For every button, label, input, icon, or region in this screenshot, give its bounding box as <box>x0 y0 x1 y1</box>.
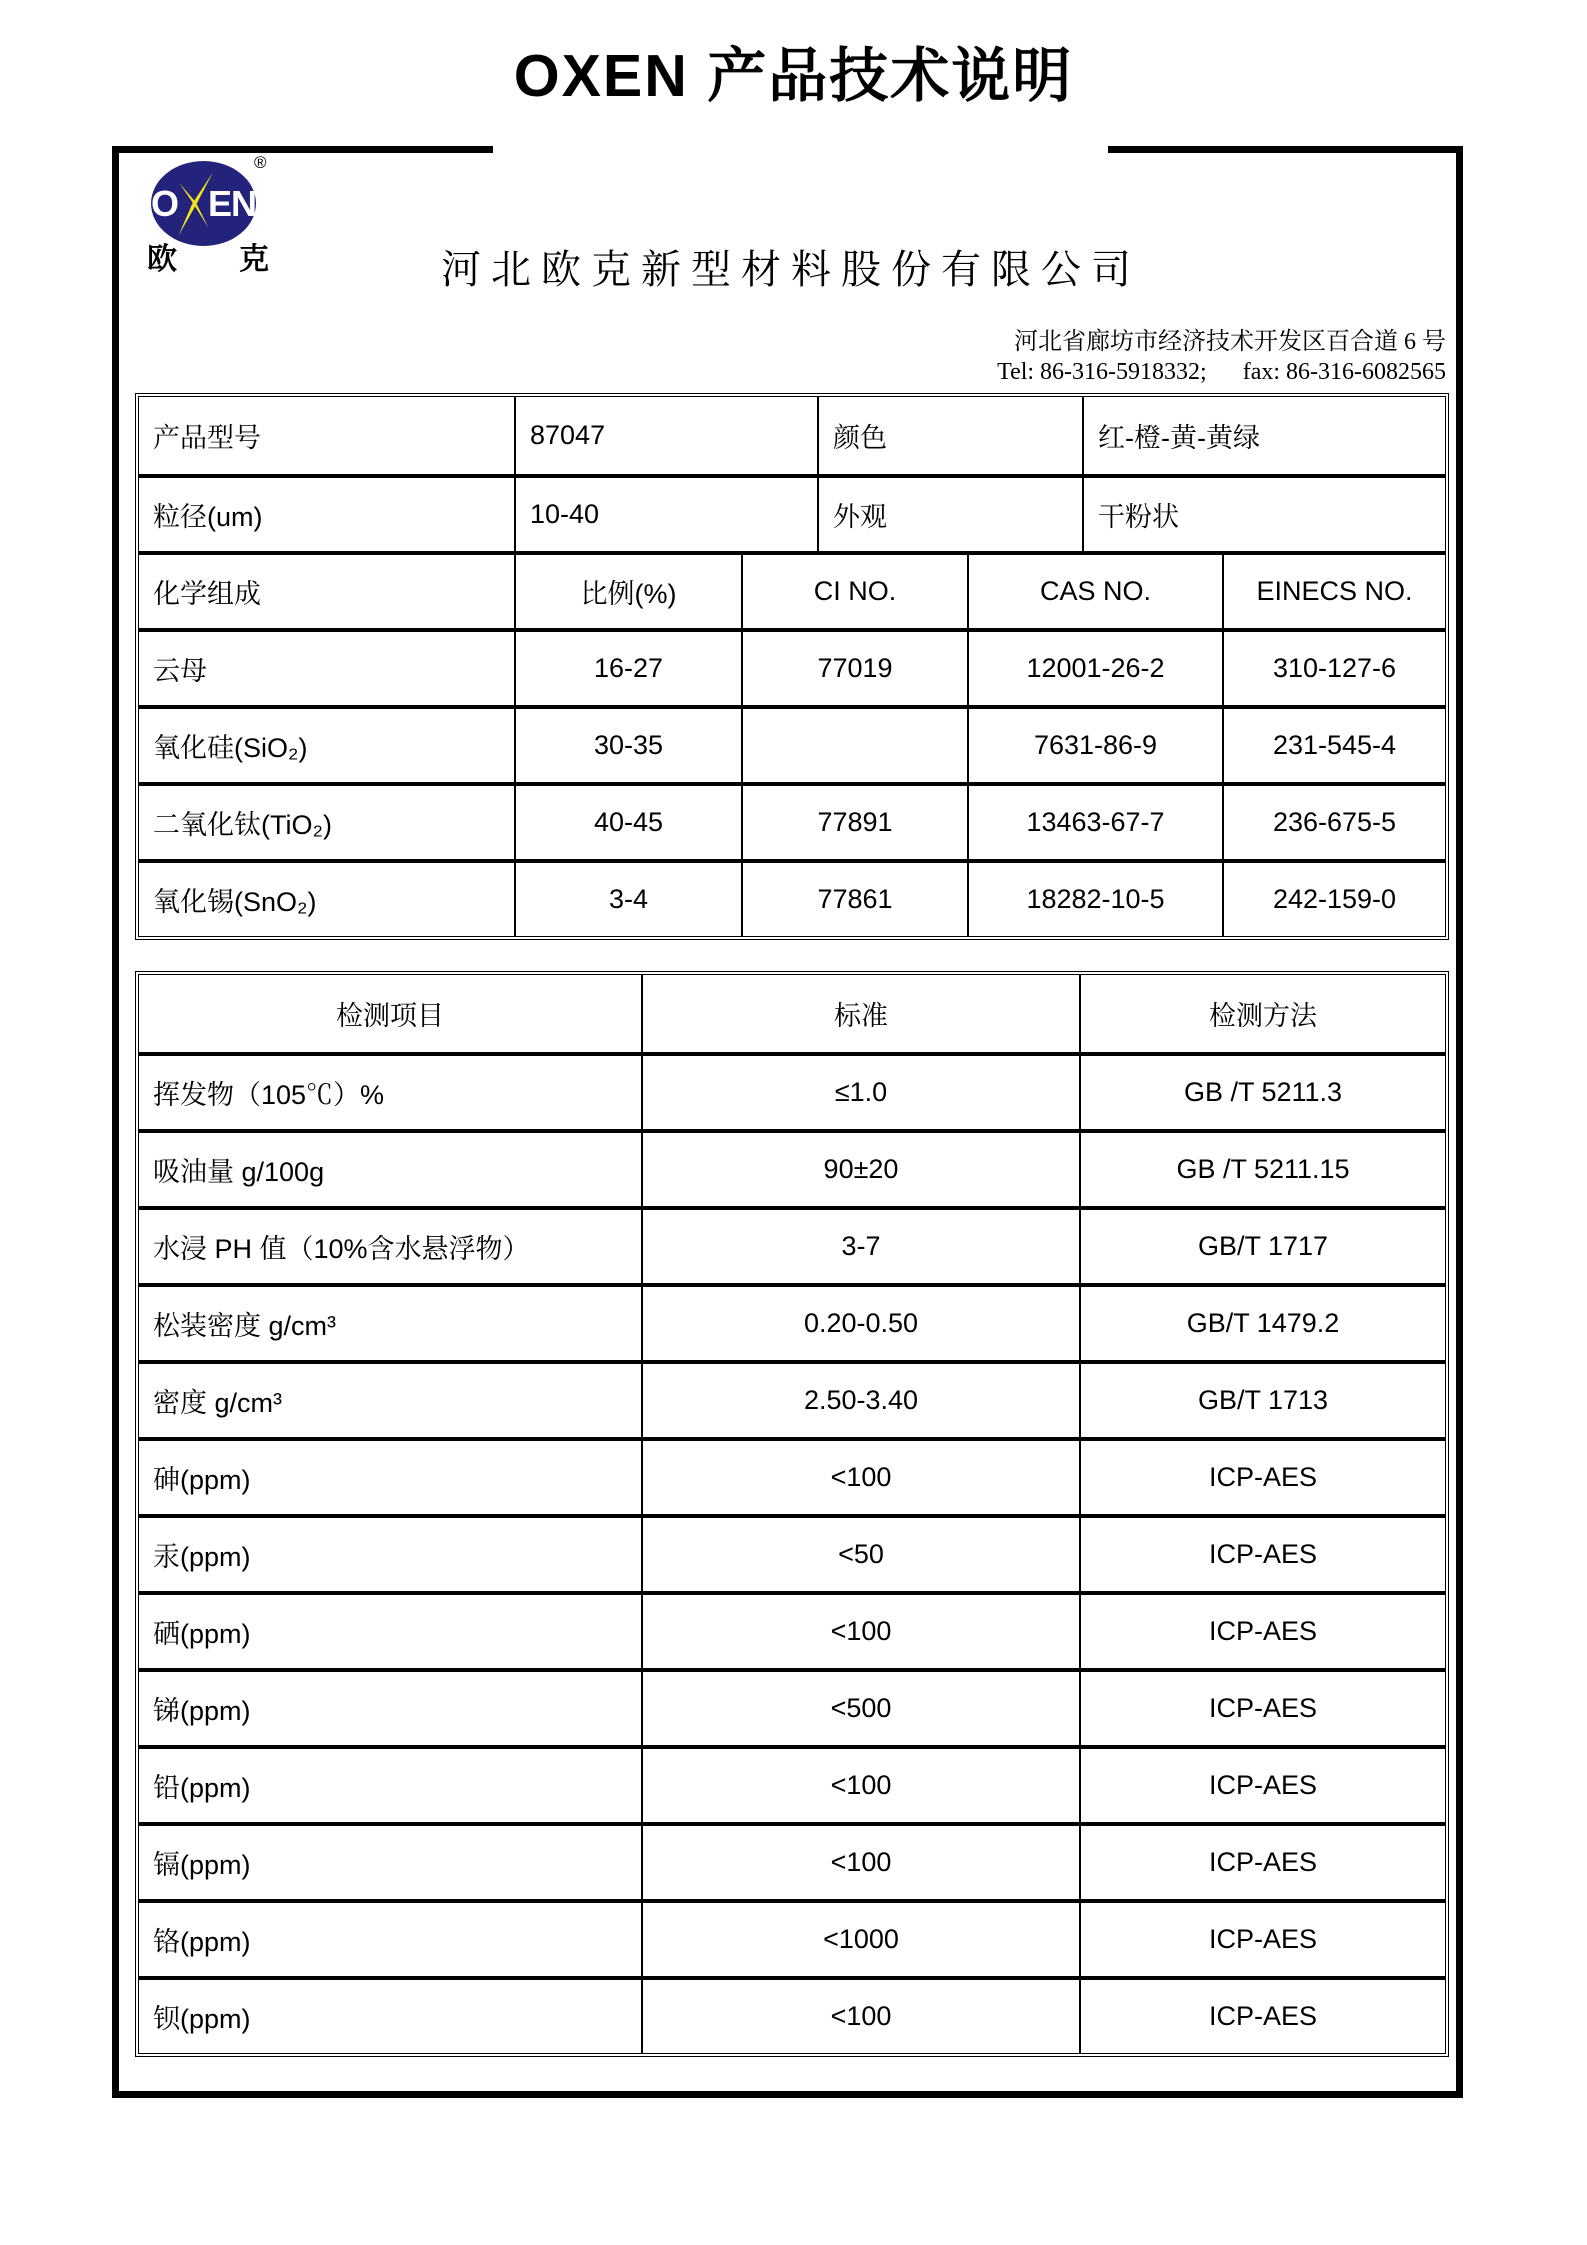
product-info-cell: 产品型号 <box>153 423 261 453</box>
registered-trademark-icon: ® <box>254 153 267 172</box>
test-cell: <50 <box>641 1514 1079 1591</box>
test-cell: GB/T 1717 <box>1079 1206 1445 1283</box>
test-cell: 铅(ppm) <box>139 1745 641 1822</box>
composition-grid <box>139 551 1445 936</box>
test-cell: ICP-AES <box>1079 1822 1445 1899</box>
test-cell: ICP-AES <box>1079 1668 1445 1745</box>
test-cell: 0.20-0.50 <box>641 1283 1079 1360</box>
test-results-table <box>135 971 1449 2057</box>
test-cell: GB /T 5211.3 <box>1079 1052 1445 1129</box>
composition-cell: 16-27 <box>514 628 741 705</box>
company-address: 河北省廊坊市经济技术开发区百合道 6 号 <box>1014 329 1446 355</box>
composition-cell: 7631-86-9 <box>967 705 1222 782</box>
composition-cell: EINECS NO. <box>1222 551 1445 628</box>
company-name: 河北欧克新型材料股份有限公司 <box>441 247 1141 292</box>
test-cell: <1000 <box>641 1899 1079 1976</box>
test-cell: ICP-AES <box>1079 1591 1445 1668</box>
composition-cell: 3-4 <box>514 859 741 936</box>
test-cell: 标准 <box>641 975 1079 1052</box>
test-cell: 检测项目 <box>336 1001 444 1031</box>
company-logo <box>151 161 256 246</box>
composition-cell: 二氧化钛(TiO₂) <box>139 782 514 859</box>
product-info-cell: 干粉状 <box>1082 474 1445 551</box>
company-contact: Tel: 86-316-5918332; fax: 86-316-6082565 <box>997 359 1446 385</box>
composition-cell: 化学组成 <box>139 551 514 628</box>
test-cell: <100 <box>641 1591 1079 1668</box>
x-star-icon <box>173 171 213 237</box>
composition-cell: 40-45 <box>514 782 741 859</box>
test-cell: GB/T 1713 <box>1079 1360 1445 1437</box>
test-cell: 3-7 <box>641 1206 1079 1283</box>
product-info-cell: 外观 <box>817 474 1082 551</box>
logo-cn-left: 欧 <box>147 243 177 276</box>
test-cell: ICP-AES <box>1079 1437 1445 1514</box>
test-cell: GB /T 5211.15 <box>1079 1129 1445 1206</box>
test-grid <box>139 975 1445 2053</box>
product-spec-table <box>135 393 1449 940</box>
composition-cell: 231-545-4 <box>1222 705 1445 782</box>
company-address-block <box>997 327 1446 387</box>
page-title: OXEN 产品技术说明 <box>513 43 1074 109</box>
test-cell: 汞(ppm) <box>139 1514 641 1591</box>
product-info-cell: 87047 <box>514 397 817 474</box>
composition-cell: 氧化锡(SnO₂) <box>139 859 514 936</box>
test-cell: 2.50-3.40 <box>641 1360 1079 1437</box>
test-cell: 镉(ppm) <box>139 1822 641 1899</box>
test-cell: 松装密度 g/cm³ <box>139 1283 641 1360</box>
product-info-cell: 粒径(um) <box>139 474 514 551</box>
composition-cell: 242-159-0 <box>1222 859 1445 936</box>
composition-cell: 比例(%) <box>514 551 741 628</box>
product-info-cell: 颜色 <box>817 397 1082 474</box>
composition-cell: CI NO. <box>741 551 967 628</box>
test-cell: 90±20 <box>641 1129 1079 1206</box>
test-cell: 挥发物（105℃）% <box>139 1052 641 1129</box>
product-info-cell: 红-橙-黄-黄绿 <box>1082 397 1445 474</box>
test-cell: 锑(ppm) <box>139 1668 641 1745</box>
test-cell: 钡(ppm) <box>139 1976 641 2053</box>
test-cell: GB/T 1479.2 <box>1079 1283 1445 1360</box>
test-cell: <100 <box>641 1822 1079 1899</box>
composition-cell: 云母 <box>139 628 514 705</box>
composition-cell: 18282-10-5 <box>967 859 1222 936</box>
test-cell: 检测方法 <box>1079 975 1445 1052</box>
composition-cell: 30-35 <box>514 705 741 782</box>
composition-cell: 236-675-5 <box>1222 782 1445 859</box>
test-cell: 水浸 PH 值（10%含水悬浮物） <box>139 1206 641 1283</box>
test-cell: <100 <box>641 1745 1079 1822</box>
test-cell: 铬(ppm) <box>139 1899 641 1976</box>
test-cell: ICP-AES <box>1079 1976 1445 2053</box>
test-cell: <100 <box>641 1437 1079 1514</box>
composition-cell <box>741 705 967 782</box>
logo-chinese-name <box>147 243 269 276</box>
test-cell: 硒(ppm) <box>139 1591 641 1668</box>
test-cell: 密度 g/cm³ <box>139 1360 641 1437</box>
composition-cell: 77019 <box>741 628 967 705</box>
test-cell: <500 <box>641 1668 1079 1745</box>
test-cell: ≤1.0 <box>641 1052 1079 1129</box>
test-cell: ICP-AES <box>1079 1514 1445 1591</box>
test-cell: <100 <box>641 1976 1079 2053</box>
composition-cell: 13463-67-7 <box>967 782 1222 859</box>
composition-cell: 77861 <box>741 859 967 936</box>
composition-cell: 12001-26-2 <box>967 628 1222 705</box>
logo-cn-right: 克 <box>239 243 269 276</box>
composition-cell: CAS NO. <box>967 551 1222 628</box>
composition-cell: 77891 <box>741 782 967 859</box>
test-cell: ICP-AES <box>1079 1745 1445 1822</box>
composition-cell: 氧化硅(SiO₂) <box>139 705 514 782</box>
test-cell: 吸油量 g/100g <box>139 1129 641 1206</box>
test-cell: 砷(ppm) <box>139 1437 641 1514</box>
test-cell: ICP-AES <box>1079 1899 1445 1976</box>
logo-text-o: O <box>151 182 179 224</box>
product-info-cell: 10-40 <box>514 474 817 551</box>
product-info-grid <box>139 397 1445 551</box>
composition-cell: 310-127-6 <box>1222 628 1445 705</box>
logo-text-en: EN <box>207 182 256 224</box>
